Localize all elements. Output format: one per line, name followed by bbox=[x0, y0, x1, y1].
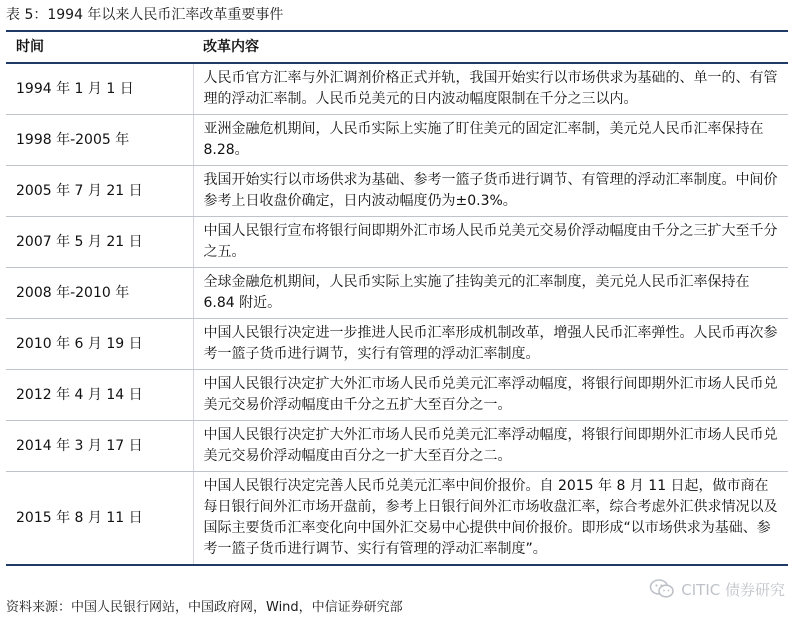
row-content: 人民币官方汇率与外汇调剂价格正式并轨，我国开始实行以市场供求为基础的、单一的、有管理的浮动汇率制。人民币兑美元的日内波动幅度限制在千分之三以内。 bbox=[193, 63, 788, 115]
row-date: 2010 年 6 月 19 日 bbox=[6, 319, 193, 370]
row-date: 1998 年-2005 年 bbox=[6, 115, 193, 166]
table-caption: 表 5：1994 年以来人民币汇率改革重要事件 bbox=[6, 7, 284, 23]
row-date: 2005 年 7 月 21 日 bbox=[6, 166, 193, 217]
wechat-icon bbox=[649, 576, 675, 602]
reform-events-table bbox=[6, 30, 788, 566]
row-date: 2007 年 5 月 21 日 bbox=[6, 217, 193, 268]
row-content: 中国人民银行决定完善人民币兑美元汇率中间价报价。自 2015 年 8 月 11 日起，做市商在每日银行间外汇市场开盘前，参考上日银行间外汇市场收盘汇率，综合考虑外汇供求情况以及国际主要货币汇率变化向中国外汇交易中心提供中间价报价。即形成“以市场供求为基础、参考一篮子货币进行调节、实行有管理的浮动汇率制度”。 bbox=[193, 472, 788, 566]
table-row bbox=[6, 63, 788, 115]
table-row bbox=[6, 268, 788, 319]
source-note: 资料来源：中国人民银行网站，中国政府网，Wind，中信证券研究部 bbox=[6, 600, 403, 615]
row-date: 2014 年 3 月 17 日 bbox=[6, 421, 193, 472]
row-content: 我国开始实行以市场供求为基础、参考一篮子货币进行调节、有管理的浮动汇率制度。中间价参考上日收盘价确定，日内波动幅度仍为±0.3%。 bbox=[193, 166, 788, 217]
table-row bbox=[6, 421, 788, 472]
watermark bbox=[649, 576, 785, 602]
row-date: 2012 年 4 月 14 日 bbox=[6, 370, 193, 421]
row-content: 中国人民银行宣布将银行间即期外汇市场人民币兑美元交易价浮动幅度由千分之三扩大至千分之五。 bbox=[193, 217, 788, 268]
table-header-row bbox=[6, 31, 788, 63]
header-content: 改革内容 bbox=[193, 31, 788, 63]
header-time: 时间 bbox=[6, 31, 193, 63]
table-row bbox=[6, 115, 788, 166]
table-row bbox=[6, 166, 788, 217]
row-content: 中国人民银行决定扩大外汇市场人民币兑美元汇率浮动幅度，将银行间即期外汇市场人民币兑美元交易价浮动幅度由千分之五扩大至百分之一。 bbox=[193, 370, 788, 421]
table-row bbox=[6, 370, 788, 421]
row-content: 中国人民银行决定扩大外汇市场人民币兑美元汇率浮动幅度，将银行间即期外汇市场人民币兑美元交易价浮动幅度由百分之一扩大至百分之二。 bbox=[193, 421, 788, 472]
table-row bbox=[6, 319, 788, 370]
row-content: 全球金融危机期间，人民币实际上实施了挂钩美元的汇率制度，美元兑人民币汇率保持在 6.84 附近。 bbox=[193, 268, 788, 319]
row-content: 中国人民银行决定进一步推进人民币汇率形成机制改革，增强人民币汇率弹性。人民币再次参考一篮子货币进行调节，实行有管理的浮动汇率制度。 bbox=[193, 319, 788, 370]
row-date: 1994 年 1 月 1 日 bbox=[6, 63, 193, 115]
row-date: 2015 年 8 月 11 日 bbox=[6, 472, 193, 566]
reform-events-table-container bbox=[6, 30, 788, 566]
table-row bbox=[6, 472, 788, 566]
row-content: 亚洲金融危机期间，人民币实际上实施了盯住美元的固定汇率制，美元兑人民币汇率保持在 8.28。 bbox=[193, 115, 788, 166]
watermark-text: CITIC 债券研究 bbox=[681, 580, 785, 599]
table-row bbox=[6, 217, 788, 268]
row-date: 2008 年-2010 年 bbox=[6, 268, 193, 319]
